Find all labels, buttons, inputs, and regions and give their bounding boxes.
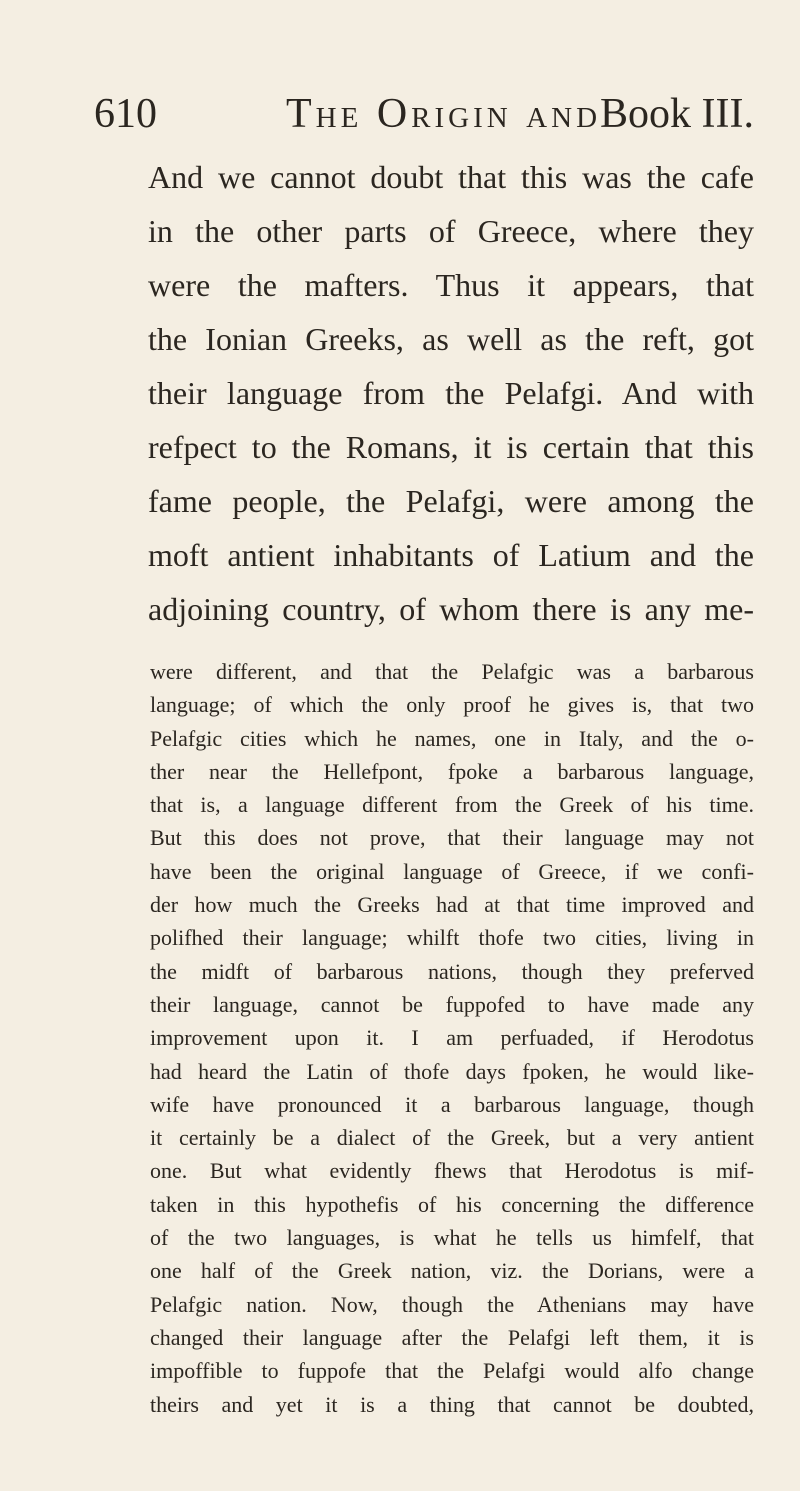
footnote-line: Pelafgic nation. Now, though the Athenians may have <box>150 1291 754 1317</box>
footnote-line: one half of the Greek nation, viz. the Dorians, were a <box>150 1258 754 1284</box>
page-number: 610 <box>94 91 157 137</box>
main-text-line: were the mafters. Thus it appears, that <box>148 267 754 303</box>
footnote-line: their language, cannot be fuppofed to have made any <box>150 991 754 1017</box>
footnote-line: But this does not prove, that their language may not <box>150 825 754 851</box>
main-text-line: refpect to the Romans, it is certain that this <box>148 429 754 465</box>
footnote-text <box>150 655 754 1421</box>
footnote-line: wife have pronounced it a barbarous language, though <box>150 1091 754 1117</box>
footnote-line: Pelafgic cities which he names, one in Italy, and the o- <box>150 725 754 751</box>
footnote-line: language; of which the only proof he gives is, that two <box>150 692 754 718</box>
footnote-line: the midft of barbarous nations, though they preferved <box>150 958 754 984</box>
main-text-line: in the other parts of Greece, where they <box>148 213 754 249</box>
footnote-line: impoffible to fuppofe that the Pelafgi would alfo change <box>150 1358 754 1384</box>
footnote-line: der how much the Greeks had at that time improved and <box>150 892 754 918</box>
footnote-line: had heard the Latin of thofe days fpoken, he would like- <box>150 1058 754 1084</box>
footnote-line: have been the original language of Greece, if we confi- <box>150 858 754 884</box>
footnote-line: it certainly be a dialect of the Greek, but a very antient <box>150 1125 754 1151</box>
footnote-line: were different, and that the Pelafgic was a barbarous <box>150 659 754 684</box>
main-text <box>148 150 754 636</box>
footnote-line: one. But what evidently fhews that Herodotus is mif- <box>150 1158 754 1184</box>
footnote-line: changed their language after the Pelafgi left them, it is <box>150 1324 754 1350</box>
footnote-line: ther near the Hellefpont, fpoke a barbarous language, <box>150 758 754 784</box>
main-text-line: adjoining country, of whom there is any me- <box>148 591 754 627</box>
footnote-line: that is, a language different from the Greek of his time. <box>150 792 754 818</box>
book-label: Book III. <box>600 91 754 137</box>
main-text-line: And we cannot doubt that this was the cafe <box>148 159 754 195</box>
page-header <box>94 84 754 144</box>
footnote-line: polifhed their language; whilft thofe two cities, living in <box>150 925 754 951</box>
running-head: The Origin and <box>286 91 602 137</box>
main-text-line: their language from the Pelafgi. And with <box>148 375 754 411</box>
footnote-line: theirs and yet it is a thing that cannot be doubted, <box>150 1391 754 1417</box>
main-text-line: fame people, the Pelafgi, were among the <box>148 483 754 519</box>
footnote-line: improvement upon it. I am perfuaded, if Herodotus <box>150 1025 754 1051</box>
footnote-line: of the two languages, is what he tells us himfelf, that <box>150 1225 754 1251</box>
main-text-line: the Ionian Greeks, as well as the reft, got <box>148 321 754 357</box>
footnote-line: taken in this hypothefis of his concerning the difference <box>150 1191 754 1217</box>
main-text-line: moft antient inhabitants of Latium and the <box>148 537 754 573</box>
